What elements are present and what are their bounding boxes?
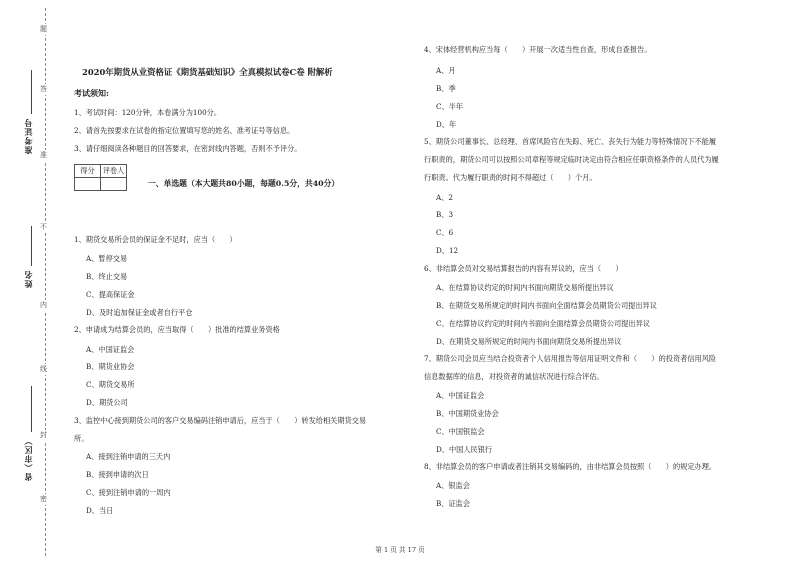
seal-char: 题 <box>40 25 47 33</box>
question-7: 7、期货公司会员应当结合投资者个人信用报告等信用证明文件和（ ）的投资者信用风险 <box>424 354 717 363</box>
option: B、期货业协会 <box>86 362 135 371</box>
option: A、在结算协议约定的时间内书面向期货交易所提出异议 <box>436 283 614 292</box>
question-2: 2、申请成为结算会员的，应当取得（ ）批准的结算业务资格 <box>74 325 280 334</box>
note-item: 2、请首先按要求在试卷的指定位置填写您的姓名、准考证号等信息。 <box>74 126 295 135</box>
seal-char: 密 <box>40 495 47 503</box>
name-label: 姓名 <box>23 270 33 288</box>
question-3-cont: 所。 <box>74 434 89 443</box>
option: C、中国银监会 <box>436 427 485 436</box>
score-box <box>74 164 127 191</box>
notes-heading: 考试须知: <box>74 88 109 98</box>
option: C、在结算协议约定的时间内书面向全面结算会员期货公司提出异议 <box>436 319 650 328</box>
exam-id-label: 准考证号 <box>23 118 33 154</box>
seal-char: 线 <box>40 365 47 373</box>
option: D、及时追加保证金或者自行平仓 <box>86 308 193 317</box>
question-5: 5、期货公司董事长、总经理、首席风险官在失踪、死亡、丧失行为能力等特殊情况下不能履 <box>424 137 717 146</box>
note-item: 3、请仔细阅读各种题目的回答要求，在密封线内答题，否则不予评分。 <box>74 144 302 153</box>
option: B、证监会 <box>436 499 471 508</box>
seal-char: 内 <box>40 301 47 309</box>
option: A、2 <box>436 193 453 202</box>
option: B、季 <box>436 84 456 93</box>
option: D、当日 <box>86 506 114 515</box>
seal-char: 不 <box>40 223 47 231</box>
name-blank <box>31 226 32 266</box>
option: C、期货交易所 <box>86 380 135 389</box>
exam-id-blank <box>31 70 32 114</box>
page-footer: 第 1 页 共 17 页 <box>375 546 425 554</box>
option: C、提高保证金 <box>86 290 135 299</box>
option: B、在期货交易所规定的时间内书面向全面结算会员期货公司提出异议 <box>436 301 657 310</box>
option: B、终止交易 <box>86 272 128 281</box>
option: D、在期货交易所规定的时间内书面向期货交易所提出异议 <box>436 337 622 346</box>
province-blank <box>31 386 32 432</box>
option: C、半年 <box>436 102 464 111</box>
question-6: 6、非结算会员对交易结算报告的内容有异议的，应当（ ） <box>424 264 623 273</box>
option: A、中国证监会 <box>436 391 485 400</box>
question-5-cont: 行职责的，期货公司可以按照公司章程等规定临时决定由符合相应任职资格条件的人员代为履 <box>424 155 719 164</box>
question-7-cont: 信息数据库的信息，对投资者的诚信状况进行综合评估。 <box>424 372 604 381</box>
province-label: 省（市区） <box>23 436 33 481</box>
option: A、暂停交易 <box>86 254 128 263</box>
score-cell[interactable] <box>75 178 101 191</box>
note-item: 1、考试时间：120分钟，本卷满分为100分。 <box>74 108 222 117</box>
question-8: 8、非结算会员的客户申请或者注销其交易编码的，由非结算会员按照（ ）的规定办理。 <box>424 462 717 471</box>
seal-char: 答 <box>40 85 47 93</box>
question-1: 1、期货交易所会员的保证金不足时，应当（ ） <box>74 235 237 244</box>
option: A、接到注销申请的三天内 <box>86 452 171 461</box>
option: C、6 <box>436 228 454 237</box>
seal-char: 封 <box>40 431 47 439</box>
question-3: 3、监控中心接到期货公司的客户交易编码注销申请后，应当于（ ）转发给相关期货交易 <box>74 416 367 425</box>
option: A、中国证监会 <box>86 345 135 354</box>
option: A、银监会 <box>436 481 470 490</box>
option: D、期货公司 <box>86 398 128 407</box>
question-4: 4、宋体经营机构应当每（ ）开展一次适当性自查，形成自查报告。 <box>424 45 652 54</box>
option: D、中国人民银行 <box>436 445 493 454</box>
question-5-cont: 行职责。代为履行职责的时间不得超过（ ）个月。 <box>424 173 597 182</box>
section-title: 一、单选题（本大题共80小题，每题0.5分，共40分） <box>148 179 340 188</box>
option: B、3 <box>436 210 454 219</box>
option: B、中国期货业协会 <box>436 409 499 418</box>
option: C、接到注销申请的一周内 <box>86 488 171 497</box>
grader-label: 评卷人 <box>101 165 127 178</box>
binding-strip <box>0 0 58 565</box>
option: D、年 <box>436 120 457 129</box>
option: D、12 <box>436 246 459 255</box>
seal-char: 准 <box>40 151 47 159</box>
score-label: 得分 <box>75 165 101 178</box>
page-title: 2020年期货从业资格证《期货基础知识》全真模拟试卷C卷 附解析 <box>82 67 333 77</box>
option: A、月 <box>436 66 456 75</box>
grader-cell[interactable] <box>101 178 127 191</box>
option: B、接到申请的次日 <box>86 470 149 479</box>
